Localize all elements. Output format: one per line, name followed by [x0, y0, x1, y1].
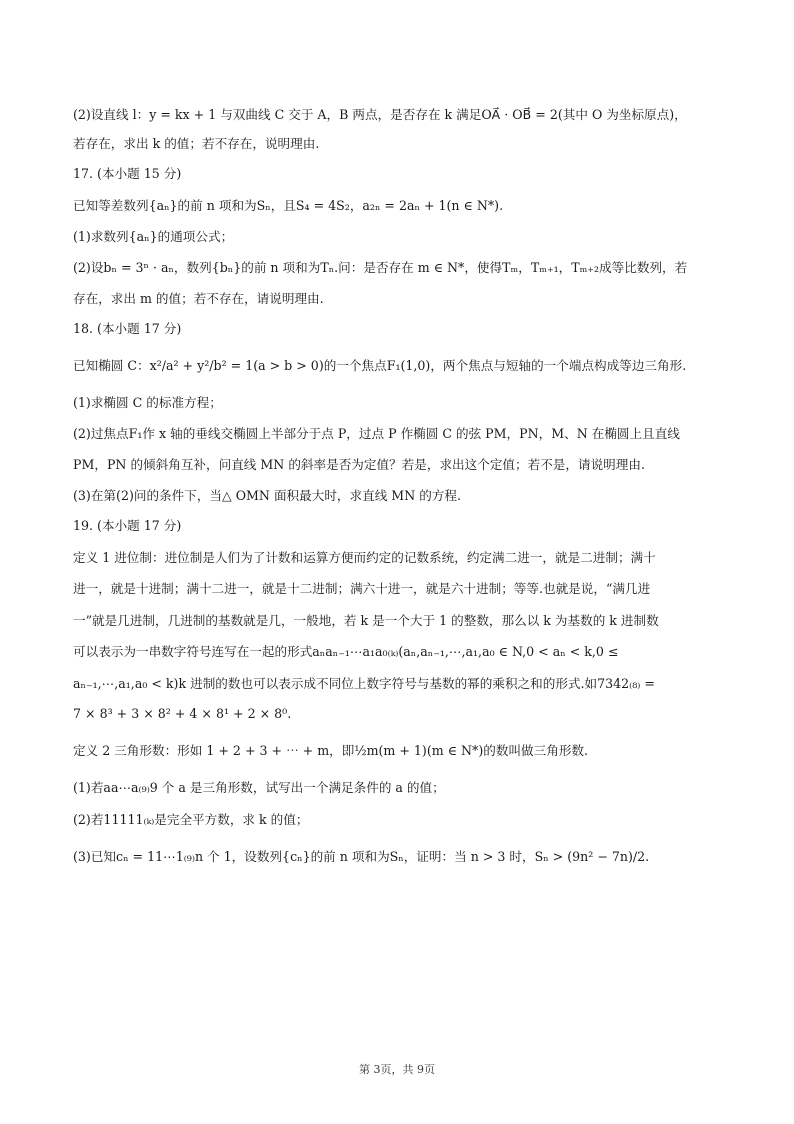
text-line: (2)若11111₍ₖ₎是完全平方数，求 k 的值； [73, 812, 309, 827]
text-line: aₙ₋₁,⋯,a₁,a₀ < k)k 进制的数也可以表示成不同位上数字符号与基数的幂的乘积之和的形式.如7342₍₈₎ = [73, 676, 655, 691]
text-line: (1)求数列{aₙ}的通项公式； [73, 229, 234, 244]
text-line: 定义 2 三角形数：形如 1 + 2 + 3 + ⋯ + m，即½m(m + 1)(m ∈ N*)的数叫做三角形数. [73, 743, 589, 758]
text-line: (2)过焦点F₁作 x 轴的垂线交椭圆上半部分于点 P，过点 P 作椭圆 C 的弦 PM，PN，M、N 在椭圆上且直线 [73, 426, 680, 441]
text-line: 存在，求出 m 的值；若不存在，请说明理由. [73, 291, 324, 306]
page-footer: 第 3页，共 9页 [359, 1063, 435, 1076]
text-line: (1)若aa⋯a₍₉₎9 个 a 是三角形数，试写出一个满足条件的 a 的值； [73, 780, 445, 795]
text-line: 7 × 8³ + 3 × 8² + 4 × 8¹ + 2 × 8⁰. [73, 706, 292, 721]
text-line: (2)设bₙ = 3ⁿ · aₙ，数列{bₙ}的前 n 项和为Tₙ.问：是否存在 m ∈ N*，使得Tₘ，Tₘ₊₁，Tₘ₊₂成等比数列，若 [73, 260, 688, 275]
text-line: 进一，就是十进制；满十二进一，就是十二进制；满六十进一，就是六十进制；等等.也就是说，“满几进 [73, 581, 651, 596]
text-line: PM，PN 的倾斜角互补，问直线 MN 的斜率是否为定值？若是，求出这个定值；若不是，请说明理由. [73, 457, 645, 472]
question-heading: 17. (本小题 15 分) [73, 166, 182, 181]
text-line: 若存在，求出 k 的值；若不存在，说明理由. [73, 136, 320, 151]
question-heading: 19. (本小题 17 分) [73, 518, 182, 533]
text-line: (1)求椭圆 C 的标准方程； [73, 395, 222, 410]
text-line: 已知椭圆 C：x²/a² + y²/b² = 1(a > b > 0)的一个焦点F₁(1,0)，两个焦点与短轴的一个端点构成等边三角形. [73, 358, 687, 373]
text-line: (2)设直线 l：y = kx + 1 与双曲线 C 交于 A，B 两点，是否存在 k 满足OA⃗ · OB⃗ = 2(其中 O 为坐标原点)， [73, 107, 687, 122]
text-line: 可以表示为一串数字符号连写在一起的形式aₙaₙ₋₁⋯a₁a₀₍ₖ₎(aₙ,aₙ₋₁,⋯,a₁,a₀ ∈ N,0 < aₙ < k,0 ≤ [73, 644, 619, 659]
text-line: 定义 1 进位制：进位制是人们为了计数和运算方便而约定的记数系统，约定满二进一，就是二进制；满十 [73, 550, 656, 565]
text-line: 一”就是几进制，几进制的基数就是几，一般地，若 k 是一个大于 1 的整数，那么以 k 为基数的 k 进制数 [73, 613, 659, 628]
text-line: 已知等差数列{aₙ}的前 n 项和为Sₙ，且S₄ = 4S₂，a₂ₙ = 2aₙ + 1(n ∈ N*). [73, 198, 504, 213]
text-line: (3)在第(2)问的条件下，当△ OMN 面积最大时，求直线 MN 的方程. [73, 488, 462, 503]
question-heading: 18. (本小题 17 分) [73, 321, 182, 336]
text-line: (3)已知cₙ = 11⋯1₍₉₎n 个 1，设数列{cₙ}的前 n 项和为Sₙ，证明：当 n > 3 时，Sₙ > (9n² − 7n)/2. [73, 849, 650, 864]
